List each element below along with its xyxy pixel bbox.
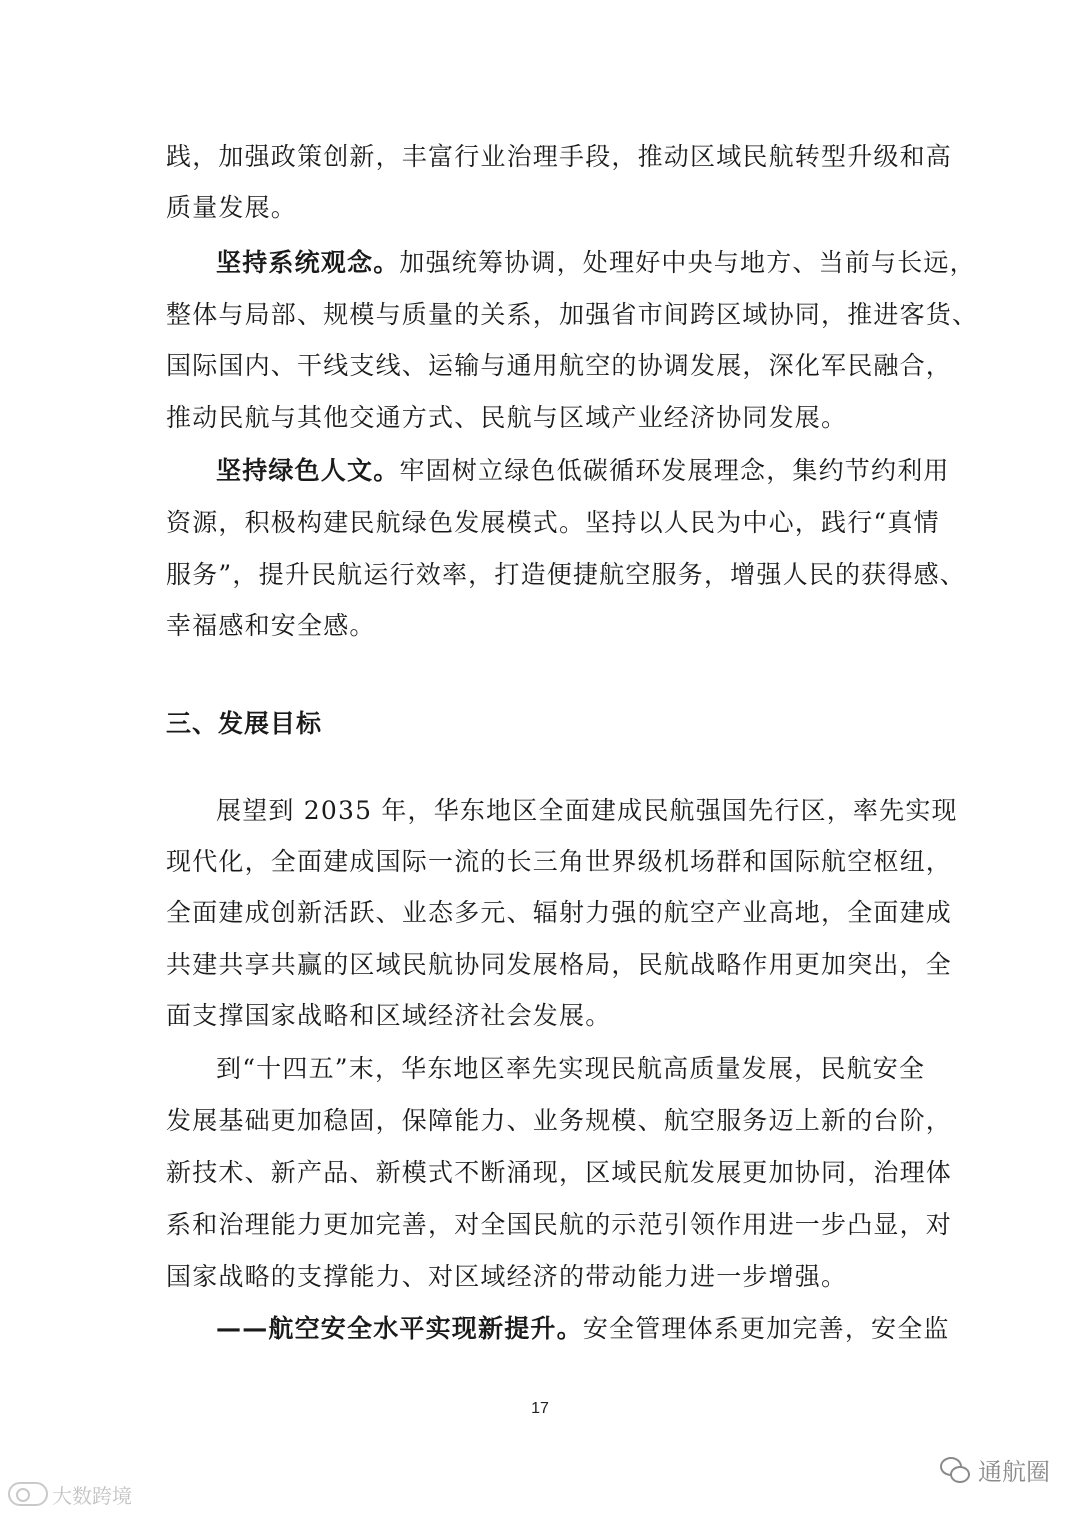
watermark-left-text: 大数跨境 (52, 1483, 132, 1508)
paragraph-line: 现代化，全面建成国际一流的长三角世界级机场群和国际航空枢纽， (166, 847, 953, 876)
paragraph-line (166, 455, 950, 487)
paragraph-lead: 坚持绿色人文。 (216, 456, 400, 485)
paragraph-line: 国家战略的支撑能力、对区域经济的带动能力进一步增强。 (166, 1262, 848, 1291)
paragraph-line (166, 1313, 950, 1345)
paragraph-text: 加强统筹协调，处理好中央与地方、当前与长远， (399, 248, 976, 277)
paragraph-text: 牢固树立绿色低碳循环发展理念，集约节约利用 (399, 456, 950, 485)
paragraph-lead: ——航空安全水平实现新提升。 (216, 1314, 583, 1343)
paragraph-line: 服务”，提升民航运行效率，打造便捷航空服务，增强人民的获得感、 (166, 560, 966, 589)
wechat-icon (940, 1457, 970, 1483)
paragraph-line: 整体与局部、规模与质量的关系，加强省市间跨区域协同，推进客货、 (166, 300, 979, 329)
paragraph-line: 发展基础更加稳固，保障能力、业务规模、航空服务迈上新的台阶， (166, 1106, 953, 1135)
paragraph-line: 新技术、新产品、新模式不断涌现，区域民航发展更加协同，治理体 (166, 1158, 953, 1187)
paragraph-line: 到“十四五”末，华东地区率先实现民航高质量发展，民航安全 (216, 1054, 926, 1083)
paragraph-text: 安全管理体系更加完善，安全监 (582, 1314, 950, 1343)
watermark-right-text: 通航圈 (978, 1458, 1050, 1486)
paragraph-line: 面支撑国家战略和区域经济社会发展。 (166, 1001, 612, 1030)
section-heading: 三、发展目标 (166, 709, 323, 738)
paragraph-line: 共建共享共赢的区域民航协同发展格局，民航战略作用更加突出，全 (166, 950, 953, 979)
watermark-logo-icon (8, 1482, 48, 1506)
paragraph-line: 践，加强政策创新，丰富行业治理手段，推动区域民航转型升级和高 (166, 142, 953, 171)
paragraph-line: 展望到 2035 年，华东地区全面建成民航强国先行区，率先实现 (216, 796, 958, 825)
paragraph-line: 系和治理能力更加完善，对全国民航的示范引领作用进一步凸显，对 (166, 1210, 953, 1239)
paragraph-line: 幸福感和安全感。 (166, 611, 376, 640)
paragraph-line: 全面建成创新活跃、业态多元、辐射力强的航空产业高地，全面建成 (166, 898, 953, 927)
paragraph-line: 质量发展。 (166, 193, 298, 222)
paragraph-line: 资源，积极构建民航绿色发展模式。坚持以人民为中心，践行“真情 (166, 508, 940, 537)
page-number: 17 (531, 1400, 549, 1417)
paragraph-line: 国际国内、干线支线、运输与通用航空的协调发展，深化军民融合， (166, 351, 953, 380)
watermark-right (940, 1452, 1050, 1487)
paragraph-line (166, 247, 976, 279)
paragraph-line: 推动民航与其他交通方式、民航与区域产业经济协同发展。 (166, 403, 848, 432)
watermark-left (8, 1481, 132, 1507)
paragraph-lead: 坚持系统观念。 (216, 248, 400, 277)
